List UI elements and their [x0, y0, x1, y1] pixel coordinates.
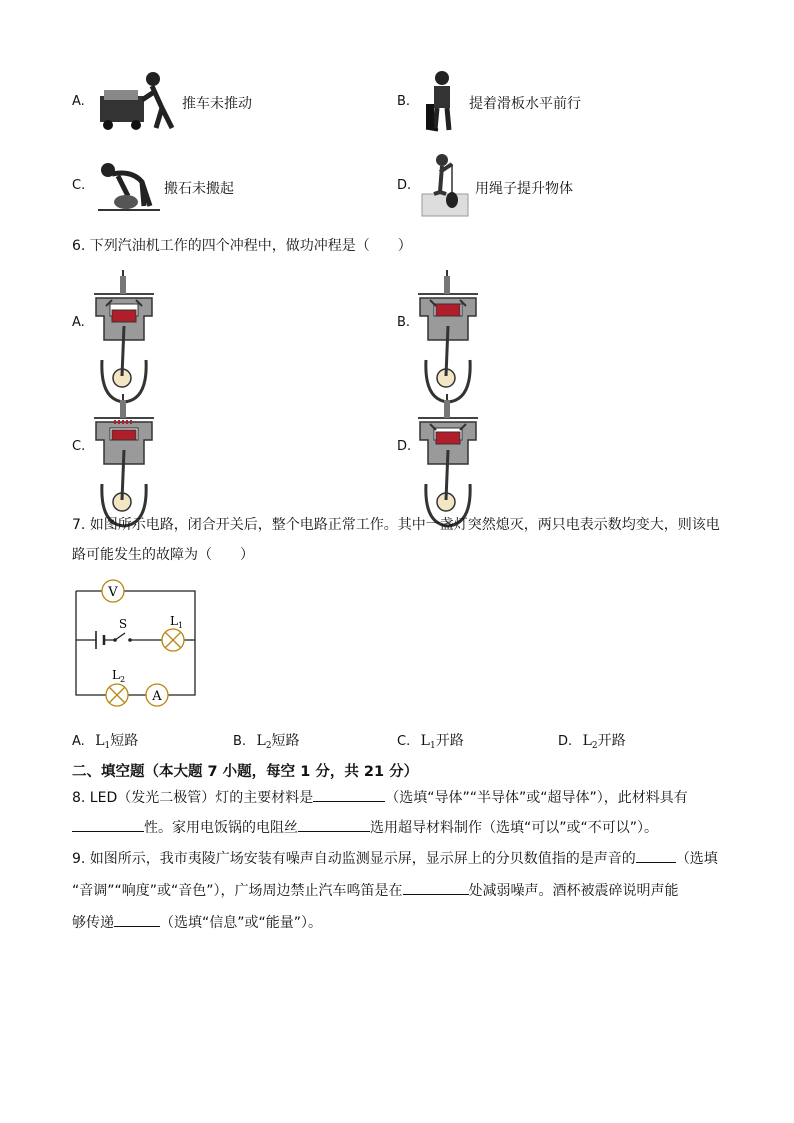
q9-line3: 够传递 （选填“信息”或“能量”）。 — [72, 910, 322, 937]
q6-question: 6. 下列汽油机工作的四个冲程中，做功冲程是（ ） — [72, 238, 412, 254]
q9-line2: “音调”“响度”或“音色”），广场周边禁止汽车鸣笛是在 处减弱噪声。酒杯被震碎说明声能 — [72, 878, 679, 905]
q9-line1: 9. 如图所示，我市夷陵广场安装有噪声自动监测显示屏，显示屏上的分贝数值指的是声音的 （选填 — [72, 846, 718, 873]
q7-question-line1: 7. 如图所示电路，闭合开关后，整个电路正常工作。其中一盏灯突然熄灭，两只电表示数均变大，则该电 — [72, 517, 720, 533]
q8-line1: 8. LED（发光二极管）灯的主要材料是 （选填“导体”“半导体”或“超导体”），此材料具有 — [72, 785, 688, 812]
q5-option-c-letter: C. — [72, 178, 86, 193]
engine-stroke-d-diagram — [414, 394, 486, 510]
voltmeter-label: V — [108, 585, 118, 600]
q6-option-d-letter: D. — [397, 439, 412, 454]
q5-option-d-letter: D. — [397, 178, 412, 193]
q7-option-b: B. $L_2$短路 — [233, 733, 300, 751]
q5-option-a-letter: A. — [72, 94, 85, 109]
q8-line2: 性。家用电饭锅的电阻丝 选用超导材料制作（选填“可以”或“不可以”）。 — [72, 815, 658, 842]
engine-stroke-c-diagram — [90, 394, 162, 510]
ammeter-label: A — [152, 689, 162, 704]
lamp2-label: $L_2$ — [112, 668, 126, 684]
lifting-stone-figure — [98, 160, 160, 212]
q5-option-a-label: 推车未推动 — [182, 96, 252, 112]
rope-lifting-figure — [420, 154, 470, 218]
switch-label: S — [118, 617, 128, 631]
engine-stroke-b-diagram — [414, 270, 486, 386]
q8-blank-1[interactable] — [313, 786, 385, 802]
section-title: 二、填空题（本大题 7 小题，每空 1 分，共 21 分） — [72, 764, 419, 780]
q5-option-d-label: 用绳子提升物体 — [475, 181, 573, 197]
q7-question-line2: 路可能发生的故障为（ ） — [72, 547, 254, 563]
q5-option-b-letter: B. — [397, 94, 411, 109]
q8-blank-2[interactable] — [72, 816, 144, 832]
q9-blank-2[interactable] — [403, 879, 469, 895]
lamp1-label: $L_1$ — [170, 614, 184, 630]
q6-option-b-letter: B. — [397, 315, 411, 330]
engine-stroke-a-diagram — [90, 270, 162, 386]
q5-option-b-label: 提着滑板水平前行 — [469, 96, 581, 112]
q7-option-c: C. $L_1$开路 — [397, 733, 464, 751]
q6-option-c-letter: C. — [72, 439, 86, 454]
q7-option-a: A. $L_1$短路 — [72, 733, 139, 751]
carrying-skateboard-figure — [424, 70, 464, 134]
q8-blank-3[interactable] — [298, 816, 370, 832]
circuit-diagram — [70, 575, 200, 704]
q6-option-a-letter: A. — [72, 315, 85, 330]
q9-blank-1[interactable] — [636, 847, 676, 863]
pushing-cart-figure — [96, 70, 180, 132]
q5-option-c-label: 搬石未搬起 — [164, 181, 234, 197]
q9-blank-3[interactable] — [114, 911, 160, 927]
q7-option-d: D. $L_2$开路 — [558, 733, 626, 751]
